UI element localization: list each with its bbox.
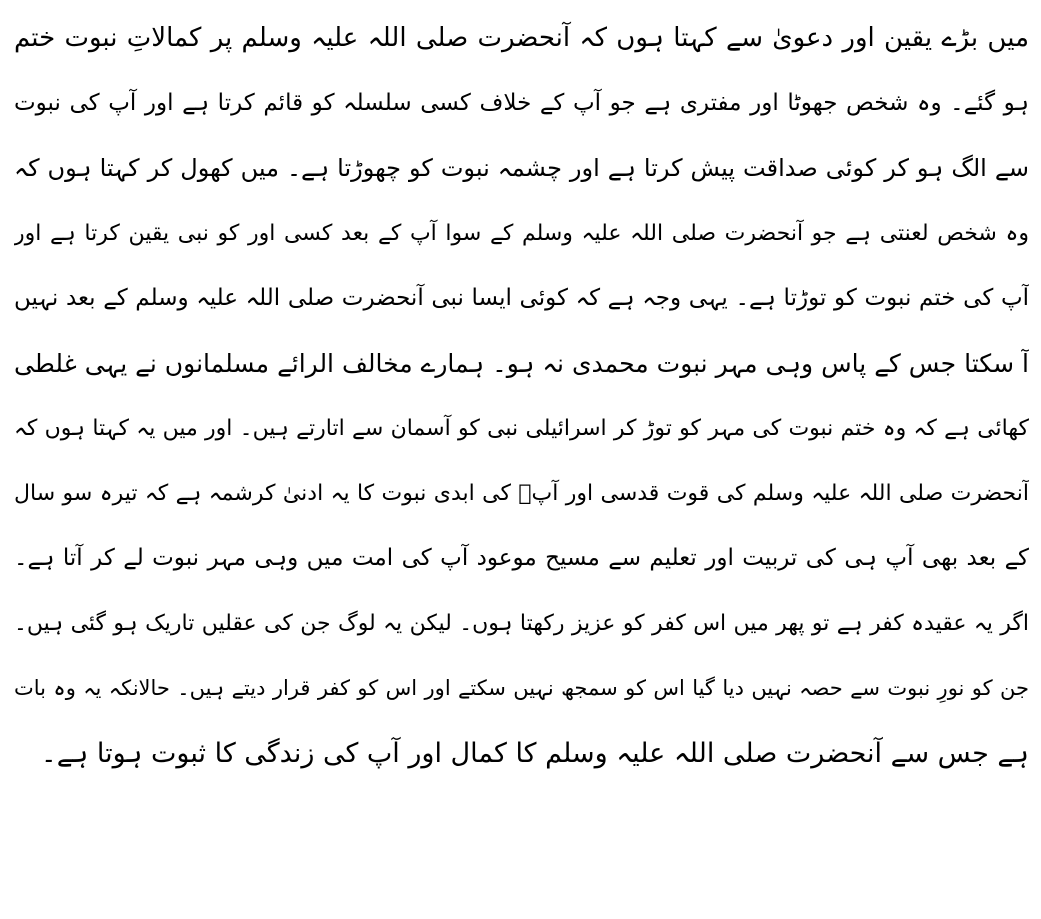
text-line-1: میں بڑے یقین اور دعویٰ سے کہتا ہوں کہ آنحضرت صلی اللہ علیہ وسلم پر کمالاتِ نبوت ختم [14, 23, 1029, 53]
text-line-8: آنحضرت صلی اللہ علیہ وسلم کی قوت قدسی اور آپؐ کی ابدی نبوت کا یہ ادنیٰ کرشمہ ہے کہ تیرہ سو سال [14, 481, 1029, 506]
text-line-3: سے الگ ہو کر کوئی صداقت پیش کرتا ہے اور چشمہ نبوت کو چھوڑتا ہے۔ میں کھول کر کہتا ہوں کہ [14, 154, 1029, 182]
urdu-text-block [14, 6, 1029, 786]
text-line-2: ہو گئے۔ وہ شخص جھوٹا اور مفتری ہے جو آپ کے خلاف کسی سلسلہ کو قائم کرتا ہے اور آپ کی نبوت [14, 90, 1029, 116]
text-line-10: اگر یہ عقیدہ کفر ہے تو پھر میں اس کفر کو عزیز رکھتا ہوں۔ لیکن یہ لوگ جن کی عقلیں تاریک ہو گئی ہیں۔ [14, 611, 1029, 636]
text-line-6: آ سکتا جس کے پاس وہی مہر نبوت محمدی نہ ہو۔ ہمارے مخالف الرائے مسلمانوں نے یہی غلطی [14, 349, 1029, 378]
text-line-7: کھائی ہے کہ وہ ختم نبوت کی مہر کو توڑ کر اسرائیلی نبی کو آسمان سے اتارتے ہیں۔ اور میں یہ کہتا ہوں کہ [14, 416, 1029, 441]
text-line-12: ہے جس سے آنحضرت صلی اللہ علیہ وسلم کا کمال اور آپ کی زندگی کا ثبوت ہوتا ہے۔ [40, 738, 1029, 769]
text-line-11: جن کو نورِ نبوت سے حصہ نہیں دیا گیا اس کو سمجھ نہیں سکتے اور اس کو کفر قرار دیتے ہیں۔ حالانکہ یہ وہ بات [14, 676, 1029, 700]
text-line-5: آپ کی ختم نبوت کو توڑتا ہے۔ یہی وجہ ہے کہ کوئی ایسا نبی آنحضرت صلی اللہ علیہ وسلم کے بعد نہیں [14, 285, 1029, 311]
text-line-4: وہ شخص لعنتی ہے جو آنحضرت صلی اللہ علیہ وسلم کے سوا آپ کے بعد کسی اور کو نبی یقین کرتا ہے اور [14, 221, 1029, 246]
text-line-9: کے بعد بھی آپ ہی کی تربیت اور تعلیم سے مسیح موعود آپ کی امت میں وہی مہر نبوت لے کر آتا ہے۔ [14, 545, 1029, 571]
